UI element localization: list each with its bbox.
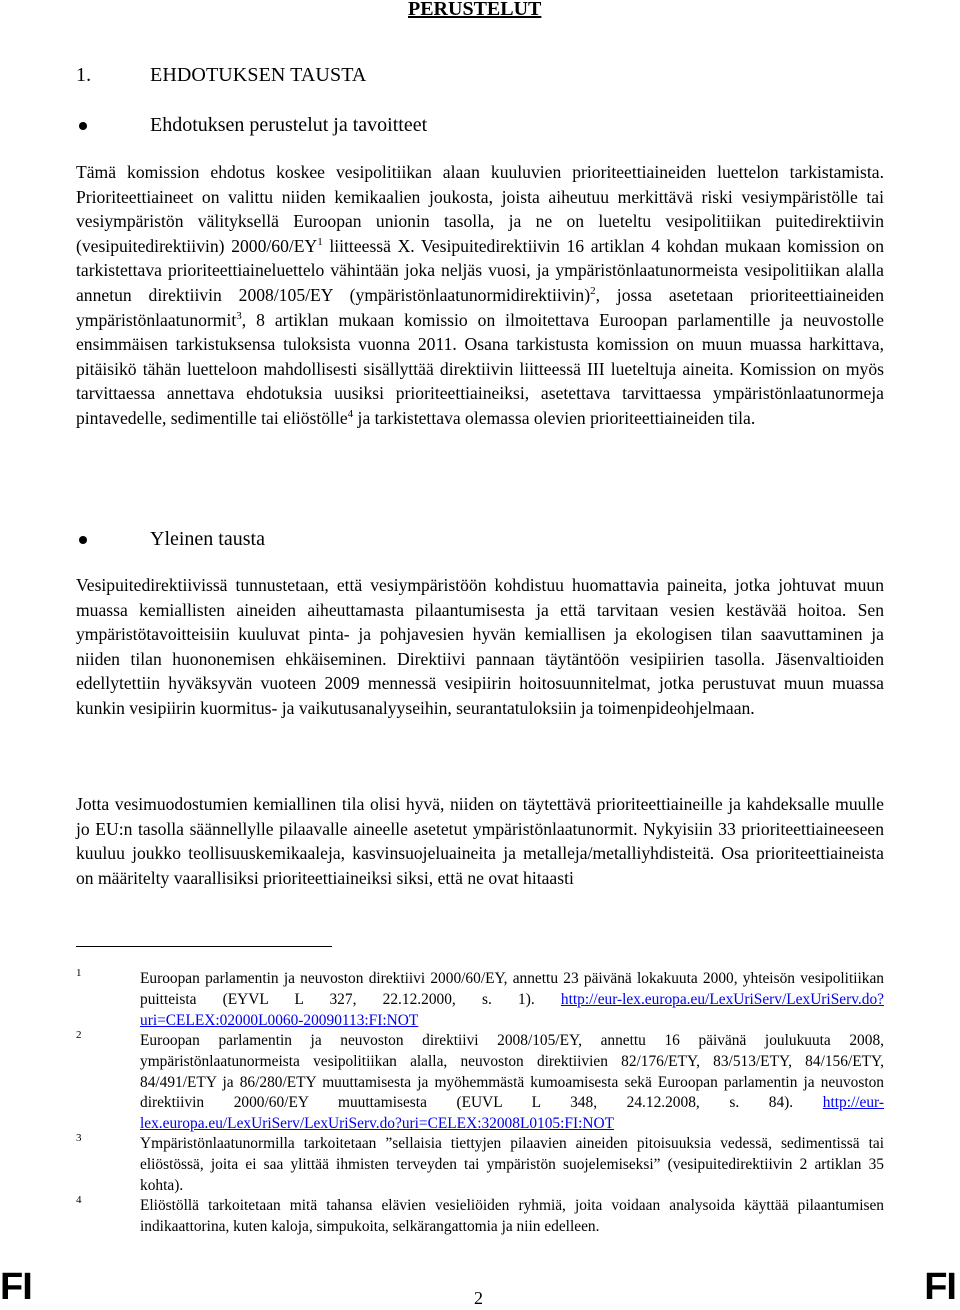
section-title: EHDOTUKSEN TAUSTA xyxy=(150,64,367,86)
language-code-right: FI xyxy=(924,1266,956,1308)
footnote-number: 2 xyxy=(76,1029,82,1041)
footnote-text: Ympäristönlaatunormilla tarkoitetaan ”sellaisia tiettyjen pilaavien aineiden pitoisuuksia vedessä, sedimentissä tai eliöstössä, joita ei saa ylittää ihmisten terveyden tai ympäristön suojelemiseksi” (vesipuitedirektiivin 2 artiklan 35 kohta). xyxy=(140,1135,884,1194)
paragraph-general: Vesipuitedirektiivissä tunnustetaan, että vesiympäristöön kohdistuu huomattavia paineita, jotka johtuvat muun muassa kemiallisten aineiden aiheuttamasta pilaantumisesta ja että tarvitaan vesien kestävää hoitoa. Sen ympäristötavoitteisiin kuuluvat pinta- ja pohjavesien hyvän kemiallisen ja ekologisen tilan saavuttaminen ja niiden tilan huononemisen ehkäiseminen. Direktiivi pannaan täytäntöön vesipiirien tasolla. Jäsenvaltioiden edellytettiin hyväksyvän vuoteen 2009 mennessä vesipiirin hoitosuunnitelmat, jotka perustuvat muun muassa kunkin vesipiirin kuormitus- ja vaikutusanalyyseihin, seurantatuloksiin ja toimenpideohjelmaan. xyxy=(76,575,884,718)
paragraph-text: Tämä komission ehdotus koskee vesipolitiikan alaan kuuluvien prioriteettiaineiden luettelon tarkistamista. Prioriteettiaineet on valittu niiden kemikaalien joukosta, joista aiheutuu merkittävä riski vesiympäristölle tai vesiympäristön välityksellä Euroopan unionin tasolla, ja ne on lueteltu vesipolitiikan puitedirektiivin (vesipuitedirektiivin) 2000/60/EY xyxy=(76,162,884,256)
paragraph-text: , jossa asetetaan prioriteettiaineiden ympäristönlaatunormit xyxy=(76,284,884,330)
footnote-ref[interactable]: 2 xyxy=(590,284,596,297)
footnote-2 xyxy=(76,1031,884,1135)
footnote-3 xyxy=(76,1134,884,1196)
section-heading xyxy=(76,64,366,87)
paragraph-chemical-status: Jotta vesimuodostumien kemiallinen tila olisi hyvä, niiden on täytettävä prioriteettiaineille ja kahdeksalle muulle jo EU:n tasolla säännellylle pilaavalle aineelle asetetut ympäristönlaatunormit. Nykyisiin 33 prioriteettiaineeseen kuuluu joukko teollisuuskemikaaleja, kasvinsuojeluaineita ja metalleja/metalliyhdisteitä. Osa prioriteettiaineista on määritelty vaarallisiksi prioriteettiaineiksi siksi, että ne ovat hitaasti xyxy=(76,794,884,888)
subsection-title: Yleinen tausta xyxy=(150,528,265,550)
paragraph-text: , 8 artiklan mukaan komissio on ilmoitettava Euroopan parlamentille ja neuvostolle ensimmäisen tarkistuksensa tuloksista vuonna 2011. Osana tarkistusta komission on muun muassa harkittava, pitäisikö tähän luetteloon mahdollisesti sisällyttää direktiivin liitteessä III lueteltuja aineita. Komission on myös tarvittaessa annettava ehdotuksia uusiksi prioriteettiaineiksi, asetettava tarvittaessa ympäristönlaatunormeja pintavedelle, sedimentille tai eliöstölle xyxy=(76,309,884,428)
footnote-number: 3 xyxy=(76,1132,82,1144)
footnote-text: Euroopan parlamentin ja neuvoston direktiivi 2000/60/EY, annettu 23 päivänä lokakuuta 2000, yhteisön vesipolitiikan puitteista (EYVL L 327, 22.12.2000, s. 1). xyxy=(140,970,884,1008)
paragraph-background xyxy=(76,160,884,431)
footnote-1 xyxy=(76,969,884,1031)
subsection-title: Ehdotuksen perustelut ja tavoitteet xyxy=(150,114,428,136)
document-heading: PERUSTELUT xyxy=(408,0,542,20)
language-code-left: FI xyxy=(0,1266,32,1308)
bullet-icon xyxy=(79,536,87,544)
page-number: 2 xyxy=(474,1288,483,1308)
footnote-divider xyxy=(76,946,332,947)
bullet-icon xyxy=(79,122,87,130)
footnote-link[interactable]: http://eur-lex.europa.eu/LexUriServ/LexUriServ.do?uri=CELEX:02000L0060-20090113:FI:NOT xyxy=(140,990,884,1029)
footnote-ref[interactable]: 4 xyxy=(347,407,354,420)
paragraph-text: liitteessä X. Vesipuitedirektiivin 16 artiklan 4 kohdan mukaan komission on tarkistettava prioriteettiaineluettelo vähintään joka neljäs vuosi, ja ympäristönlaatunormeista vesipolitiikan alalla annetun direktiivin 2008/105/EY (ympäristönlaatunormidirektiivin) xyxy=(76,235,884,305)
footnote-number: 1 xyxy=(76,967,82,979)
footnote-ref[interactable]: 1 xyxy=(317,235,323,248)
footnote-text: Euroopan parlamentin ja neuvoston direktiivi 2008/105/EY, annettu 16 päivänä joulukuuta 2008, ympäristönlaatunormeista vesipolitiikan alalla, neuvoston direktiivien 82/176/ETY, 83/513/ETY, 84/156/ETY, 84/491/ETY ja 86/280/ETY muuttamisesta ja myöhemmästä kumoamisesta sekä Euroopan parlamentin ja neuvoston direktiivin 2000/60/EY muuttamisesta (EUVL L 348, 24.12.2008, s. 84). xyxy=(140,1032,884,1112)
footnote-ref[interactable]: 3 xyxy=(236,309,242,322)
section-number: 1. xyxy=(76,64,92,86)
paragraph-text: ja tarkistettava olemassa olevien prioriteettiaineiden tila. xyxy=(353,407,756,428)
footnote-text: Eliöstöllä tarkoitetaan mitä tahansa elävien vesieliöiden ryhmiä, joita voidaan analysoida käyttää pilaantumisen indikaattorina, kuten kaloja, simpukoita, selkärangattomia ja niin edelleen. xyxy=(140,1197,884,1235)
footnote-link[interactable]: http://eur-lex.europa.eu/LexUriServ/LexUriServ.do?uri=CELEX:32008L0105:FI:NOT xyxy=(140,1094,884,1133)
footnote-4 xyxy=(76,1196,884,1238)
footnote-number: 4 xyxy=(76,1194,82,1206)
